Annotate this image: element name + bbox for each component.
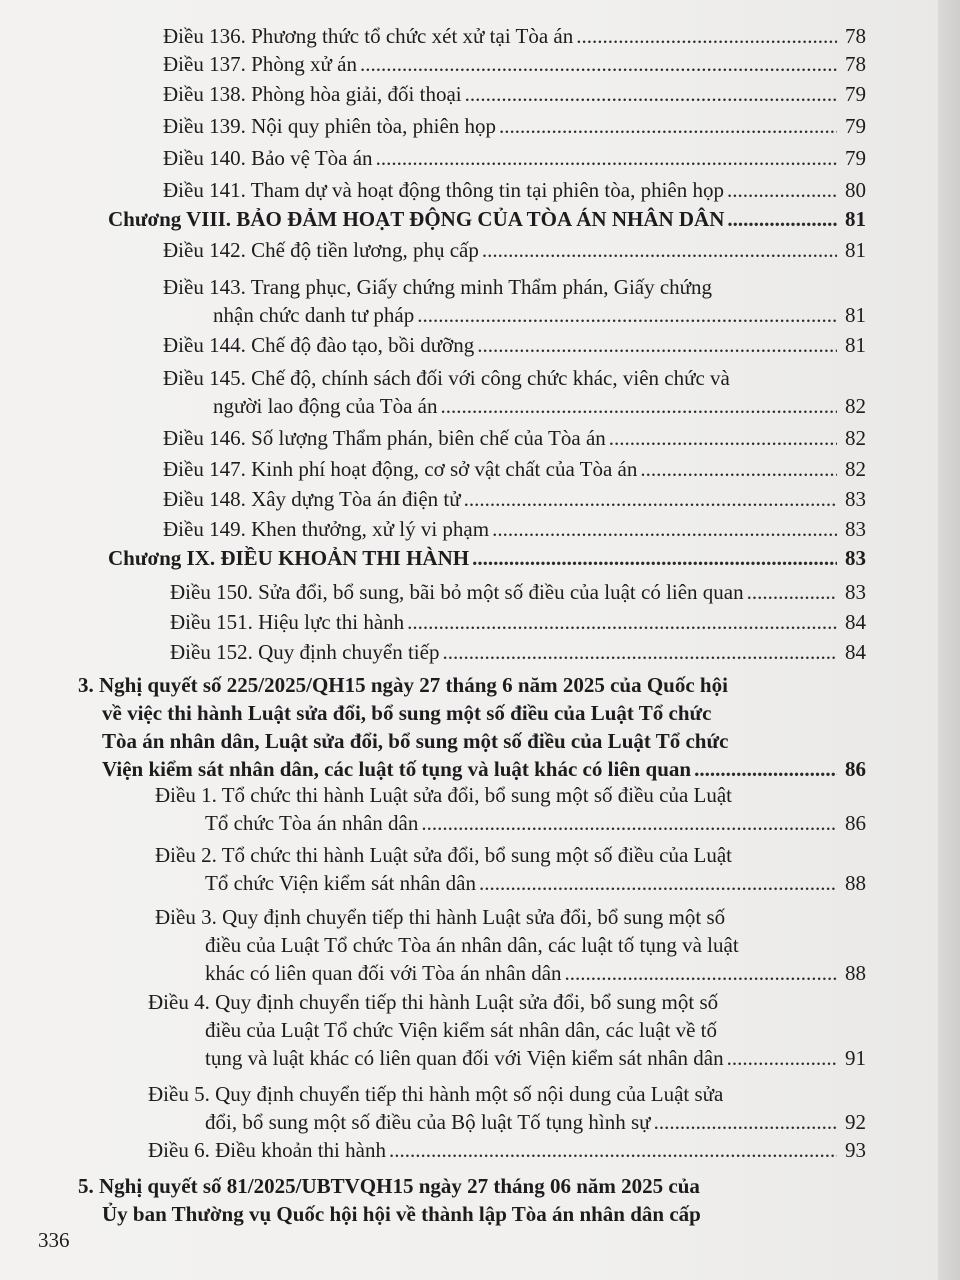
toc-page-number: 82	[845, 394, 866, 418]
toc-page-number: 84	[845, 610, 866, 634]
dot-leader	[694, 755, 837, 783]
toc-entry-text: Điều 142. Chế độ tiền lương, phụ cấp	[163, 238, 479, 262]
dot-leader	[442, 638, 837, 666]
toc-entry	[163, 455, 866, 483]
toc-entry-text: Điều 152. Quy định chuyển tiếp	[170, 640, 440, 664]
toc-entry	[148, 1080, 866, 1136]
toc-entry-text: Tòa án nhân dân, Luật sửa đổi, bổ sung một số điều của Luật Tổ chức	[102, 729, 729, 753]
toc-entry-text: Điều 148. Xây dựng Tòa án điện tử	[163, 487, 461, 511]
toc-entry-text: 5. Nghị quyết số 81/2025/UBTVQH15 ngày 27 tháng 06 năm 2025 của	[78, 1174, 700, 1198]
toc-entry	[163, 50, 866, 78]
toc-page-number: 81	[845, 238, 866, 262]
toc-page-number: 78	[845, 24, 866, 48]
toc-page-number: 82	[845, 457, 866, 481]
dot-leader	[499, 112, 837, 140]
toc-entry-text: Điều 136. Phương thức tổ chức xét xử tại Tòa án	[163, 24, 574, 48]
dot-leader	[727, 205, 837, 233]
dot-leader	[464, 485, 837, 513]
toc-entry	[78, 1172, 866, 1228]
toc-entry	[163, 364, 866, 420]
toc-entry-text: Điều 137. Phòng xử án	[163, 52, 357, 76]
toc-page-number: 92	[845, 1110, 866, 1134]
toc-entry-text: Điều 3. Quy định chuyển tiếp thi hành Luật sửa đổi, bổ sung một số	[155, 905, 726, 929]
toc-entry-text: Điều 147. Kinh phí hoạt động, cơ sở vật chất của Tòa án	[163, 457, 638, 481]
dot-leader	[479, 869, 837, 897]
toc-entry-text: đổi, bổ sung một số điều của Bộ luật Tố tụng hình sự	[205, 1110, 651, 1134]
dot-leader	[407, 608, 837, 636]
toc-entry-text: nhận chức danh tư pháp	[213, 303, 415, 327]
toc-entry-text: Điều 144. Chế độ đào tạo, bồi dưỡng	[163, 333, 475, 357]
dot-leader	[421, 809, 837, 837]
dot-leader	[477, 331, 837, 359]
toc-entry	[163, 176, 866, 204]
dot-leader	[482, 236, 837, 264]
dot-leader	[417, 301, 837, 329]
toc-entry	[163, 515, 866, 543]
page-edge	[938, 0, 960, 1280]
toc-entry-text: Điều 145. Chế độ, chính sách đối với công chức khác, viên chức và	[163, 366, 730, 390]
toc-entry-text: điều của Luật Tổ chức Tòa án nhân dân, các luật tố tụng và luật	[205, 933, 739, 957]
toc-entry-text: Điều 146. Số lượng Thẩm phán, biên chế của Tòa án	[163, 426, 606, 450]
page-number: 336	[38, 1228, 70, 1252]
toc-entry	[163, 273, 866, 329]
toc-entry-text: Điều 138. Phòng hòa giải, đối thoại	[163, 82, 462, 106]
toc-page-number: 93	[845, 1138, 866, 1162]
toc-entry-text: Điều 141. Tham dự và hoạt động thông tin tại phiên tòa, phiên họp	[163, 178, 724, 202]
toc-entry	[163, 144, 866, 172]
toc-page-number: 83	[845, 487, 866, 511]
toc-entry	[163, 331, 866, 359]
toc-entry	[148, 988, 866, 1072]
dot-leader	[440, 392, 837, 420]
toc-entry	[163, 112, 866, 140]
toc-page-number: 83	[845, 546, 866, 570]
toc-entry	[170, 578, 866, 606]
toc-entry-text: Điều 2. Tổ chức thi hành Luật sửa đổi, bổ sung một số điều của Luật	[155, 843, 733, 867]
toc-page-number: 88	[845, 961, 866, 985]
dot-leader	[360, 50, 837, 78]
toc-page-number: 86	[845, 757, 866, 781]
toc-page-number: 79	[845, 114, 866, 138]
toc-entry	[163, 22, 866, 50]
toc-entry-text: Điều 149. Khen thưởng, xử lý vi phạm	[163, 517, 490, 541]
dot-leader	[576, 22, 837, 50]
toc-page-number: 86	[845, 811, 866, 835]
toc-entry-text: Điều 139. Nội quy phiên tòa, phiên họp	[163, 114, 497, 138]
toc-entry-text: Tổ chức Viện kiểm sát nhân dân	[205, 871, 476, 895]
toc-entry	[155, 903, 866, 987]
toc-entry-text: Tổ chức Tòa án nhân dân	[205, 811, 419, 835]
toc-entry-text: Điều 150. Sửa đổi, bổ sung, bãi bỏ một số điều của luật có liên quan	[170, 580, 744, 604]
dot-leader	[747, 578, 837, 606]
toc-entry	[163, 424, 866, 452]
toc-entry-text: điều của Luật Tổ chức Viện kiểm sát nhân dân, các luật về tố	[205, 1018, 717, 1042]
toc-entry-text: Điều 140. Bảo vệ Tòa án	[163, 146, 373, 170]
toc-page-number: 80	[845, 178, 866, 202]
dot-leader	[472, 544, 837, 572]
toc-entry-text: người lao động của Tòa án	[213, 394, 438, 418]
dot-leader	[492, 515, 837, 543]
dot-leader	[654, 1108, 837, 1136]
toc-entry-text: Điều 4. Quy định chuyển tiếp thi hành Luật sửa đổi, bổ sung một số	[148, 990, 719, 1014]
toc-entry	[170, 608, 866, 636]
toc-page-number: 81	[845, 207, 866, 231]
toc-entry	[170, 638, 866, 666]
toc-entry-text: khác có liên quan đối với Tòa án nhân dân	[205, 961, 562, 985]
toc-page-number: 79	[845, 82, 866, 106]
toc-entry-text: Điều 6. Điều khoản thi hành	[148, 1138, 386, 1162]
toc-page-number: 81	[845, 303, 866, 327]
toc-page-number: 91	[845, 1046, 866, 1070]
toc-entry	[148, 1136, 866, 1164]
toc-entry-text: Điều 5. Quy định chuyển tiếp thi hành một số nội dung của Luật sửa	[148, 1082, 724, 1106]
toc-page-number: 81	[845, 333, 866, 357]
toc-entry-text: Điều 151. Hiệu lực thi hành	[170, 610, 405, 634]
dot-leader	[389, 1136, 837, 1164]
toc-entry	[108, 544, 866, 572]
toc-entry-text: Ủy ban Thường vụ Quốc hội hội về thành lập Tòa án nhân dân cấp	[102, 1202, 701, 1226]
toc-entry-text: Điều 143. Trang phục, Giấy chứng minh Thẩm phán, Giấy chứng	[163, 275, 713, 299]
dot-leader	[727, 1044, 837, 1072]
toc-entry-text: 3. Nghị quyết số 225/2025/QH15 ngày 27 tháng 6 năm 2025 của Quốc hội	[78, 673, 728, 697]
toc-page-number: 83	[845, 580, 866, 604]
toc-entry-text: Điều 1. Tổ chức thi hành Luật sửa đổi, bổ sung một số điều của Luật	[155, 783, 733, 807]
toc-page-number: 88	[845, 871, 866, 895]
dot-leader	[609, 424, 837, 452]
toc-page-number: 78	[845, 52, 866, 76]
toc-page-number: 84	[845, 640, 866, 664]
dot-leader	[376, 144, 837, 172]
dot-leader	[727, 176, 837, 204]
toc-entry-text: tụng và luật khác có liên quan đối với Viện kiểm sát nhân dân	[205, 1046, 724, 1070]
toc-entry	[78, 671, 866, 783]
dot-leader	[640, 455, 837, 483]
toc-entry	[155, 781, 866, 837]
toc-page-number: 79	[845, 146, 866, 170]
toc-entry	[155, 841, 866, 897]
toc-entry	[163, 236, 866, 264]
dot-leader	[465, 80, 837, 108]
toc-page-number: 83	[845, 517, 866, 541]
toc-entry-text: Chương IX. ĐIỀU KHOẢN THI HÀNH	[108, 546, 470, 570]
toc-entry-text: Chương VIII. BẢO ĐẢM HOẠT ĐỘNG CỦA TÒA ÁN NHÂN DÂN	[108, 207, 725, 231]
toc-page-number: 82	[845, 426, 866, 450]
toc-entry	[163, 80, 866, 108]
toc-entry	[108, 205, 866, 233]
dot-leader	[565, 959, 837, 987]
toc-entry-text: Viện kiểm sát nhân dân, các luật tố tụng và luật khác có liên quan	[102, 757, 692, 781]
toc-entry-text: về việc thi hành Luật sửa đổi, bổ sung một số điều của Luật Tổ chức	[102, 701, 712, 725]
toc-entry	[163, 485, 866, 513]
